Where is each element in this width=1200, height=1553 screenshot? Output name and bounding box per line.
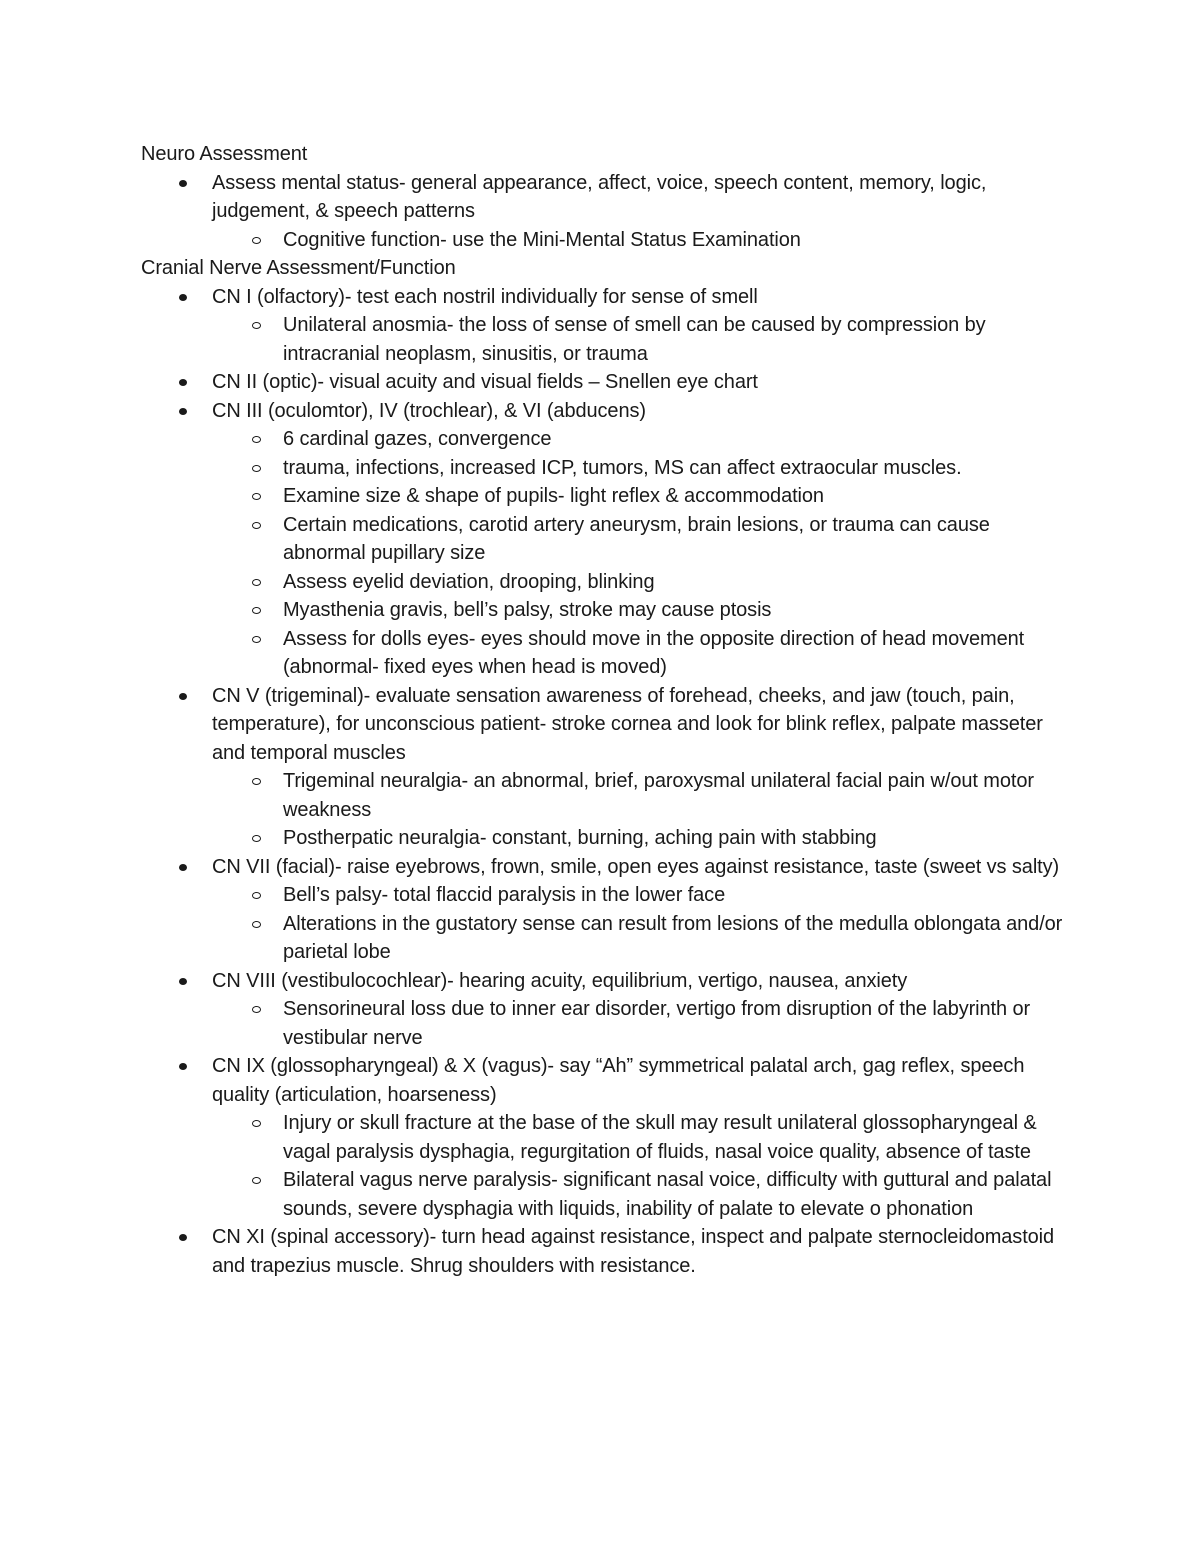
sub-list-item-text: Examine size & shape of pupils- light reflex & accommodation: [283, 485, 824, 507]
sub-list-item: [283, 226, 1071, 255]
sub-list-item-text: Bell’s palsy- total flaccid paralysis in the lower face: [283, 884, 726, 906]
list-item-text: CN VIII (vestibulocochlear)- hearing acuity, equilibrium, vertigo, nausea, anxiety: [212, 969, 908, 992]
sub-bullet-list: [212, 881, 1071, 967]
filled-bullet-icon: [179, 180, 187, 187]
sub-list-item: [283, 425, 1071, 454]
bullet-list: [141, 283, 1071, 1281]
sub-list-item-text: Assess eyelid deviation, drooping, blinking: [283, 570, 655, 593]
sub-list-item: [283, 511, 1071, 568]
hollow-bullet-icon: [252, 835, 261, 842]
list-item-text: Assess mental status- general appearance, affect, voice, speech content, memory, logic, judgement, & speech patterns: [212, 171, 987, 222]
list-item: [212, 283, 1071, 369]
list-item-text: CN VII (facial)- raise eyebrows, frown, smile, open eyes against resistance, taste (sweet vs salty): [212, 855, 1060, 878]
hollow-bullet-icon: [252, 465, 261, 472]
filled-bullet-icon: [179, 978, 187, 985]
sub-list-item: [283, 767, 1071, 824]
hollow-bullet-icon: [252, 1177, 261, 1184]
sub-list-item-text: Assess for dolls eyes- eyes should move in the opposite direction of head movement (abnormal- fixed eyes when head is moved): [283, 627, 1025, 678]
sub-list-item-text: Unilateral anosmia- the loss of sense of smell can be caused by compression by intracranial neoplasm, sinusitis, or trauma: [283, 314, 986, 365]
sub-list-item: [283, 1109, 1071, 1166]
hollow-bullet-icon: [252, 436, 261, 443]
sub-list-item: [283, 910, 1071, 967]
sub-list-item-text: 6 cardinal gazes, convergence: [283, 428, 552, 450]
sub-list-item-text: Postherpatic neuralgia- constant, burning, aching pain with stabbing: [283, 827, 877, 849]
list-item-text: CN V (trigeminal)- evaluate sensation awareness of forehead, cheeks, and jaw (touch, pain, temperature), for unconscious patient- stroke cornea and look for blink reflex, palpate masseter and temporal muscles: [212, 684, 1043, 764]
sub-list-item-text: Sensorineural loss due to inner ear disorder, vertigo from disruption of the labyrinth or vestibular nerve: [283, 998, 1031, 1049]
sub-list-item: [283, 881, 1071, 910]
sub-list-item-text: Certain medications, carotid artery aneurysm, brain lesions, or trauma can cause abnormal pupillary size: [283, 513, 990, 564]
sub-bullet-list: [212, 311, 1071, 368]
sub-bullet-list: [212, 226, 1071, 255]
hollow-bullet-icon: [252, 493, 261, 500]
section-neuro: [141, 140, 1071, 254]
list-item-text: CN XI (spinal accessory)- turn head against resistance, inspect and palpate sternocleidomastoid and trapezius muscle. Shrug shoulders with resistance.: [212, 1226, 1055, 1277]
hollow-bullet-icon: [252, 1006, 261, 1013]
sub-list-item: [283, 625, 1071, 682]
list-item-text: CN IX (glossopharyngeal) & X (vagus)- say “Ah” symmetrical palatal arch, gag reflex, speech quality (articulation, hoarseness): [212, 1055, 1025, 1106]
list-item-text: CN I (olfactory)- test each nostril individually for sense of smell: [212, 285, 758, 308]
sub-list-item: [283, 568, 1071, 597]
list-item: [212, 1052, 1071, 1223]
sub-bullet-list: [212, 1109, 1071, 1223]
sub-list-item: [283, 311, 1071, 368]
filled-bullet-icon: [179, 693, 187, 700]
bullet-list: [141, 169, 1071, 255]
hollow-bullet-icon: [252, 921, 261, 928]
filled-bullet-icon: [179, 1063, 187, 1070]
sub-list-item-text: Trigeminal neuralgia- an abnormal, brief, paroxysmal unilateral facial pain w/out motor weakness: [283, 770, 1034, 821]
hollow-bullet-icon: [252, 778, 261, 785]
sub-list-item-text: Cognitive function- use the Mini-Mental Status Examination: [283, 228, 801, 251]
hollow-bullet-icon: [252, 322, 261, 329]
section-heading: Neuro Assessment: [141, 143, 308, 165]
list-item: [212, 853, 1071, 967]
sub-list-item: [283, 995, 1071, 1052]
sub-bullet-list: [212, 767, 1071, 853]
list-item: [212, 169, 1071, 255]
sub-list-item-text: Injury or skull fracture at the base of the skull may result unilateral glossopharyngeal & vagal paralysis dysphagia, regurgitation of fluids, nasal voice quality, absence of taste: [283, 1112, 1037, 1163]
sub-bullet-list: [212, 425, 1071, 682]
document-page: [141, 140, 1071, 1280]
list-item-text: CN II (optic)- visual acuity and visual fields – Snellen eye chart: [212, 371, 758, 393]
list-item: [212, 1223, 1071, 1280]
sub-list-item-text: Bilateral vagus nerve paralysis- significant nasal voice, difficulty with guttural and palatal sounds, severe dysphagia with liquids, inability of palate to elevate o phonation: [283, 1169, 1052, 1220]
sub-list-item: [283, 596, 1071, 625]
filled-bullet-icon: [179, 294, 187, 301]
sub-list-item-text: Myasthenia gravis, bell’s palsy, stroke may cause ptosis: [283, 599, 772, 621]
sub-bullet-list: [212, 995, 1071, 1052]
sub-list-item-text: Alterations in the gustatory sense can result from lesions of the medulla oblongata and/or parietal lobe: [283, 912, 1063, 963]
hollow-bullet-icon: [252, 636, 261, 643]
section-heading: Cranial Nerve Assessment/Function: [141, 257, 456, 279]
hollow-bullet-icon: [252, 579, 261, 586]
list-item: [212, 682, 1071, 853]
hollow-bullet-icon: [252, 522, 261, 529]
hollow-bullet-icon: [252, 892, 261, 899]
sub-list-item: [283, 1166, 1071, 1223]
filled-bullet-icon: [179, 1234, 187, 1241]
hollow-bullet-icon: [252, 237, 261, 244]
sub-list-item-text: trauma, infections, increased ICP, tumors, MS can affect extraocular muscles.: [283, 456, 962, 479]
sub-list-item: [283, 824, 1071, 853]
hollow-bullet-icon: [252, 1120, 261, 1127]
list-item: [212, 967, 1071, 1053]
list-item: [212, 397, 1071, 682]
list-item-text: CN III (oculomtor), IV (trochlear), & VI (abducens): [212, 399, 646, 422]
filled-bullet-icon: [179, 408, 187, 415]
hollow-bullet-icon: [252, 607, 261, 614]
filled-bullet-icon: [179, 379, 187, 386]
filled-bullet-icon: [179, 864, 187, 871]
sub-list-item: [283, 454, 1071, 483]
section-cranial-nerves: [141, 254, 1071, 1280]
sub-list-item: [283, 482, 1071, 511]
list-item: [212, 368, 1071, 397]
